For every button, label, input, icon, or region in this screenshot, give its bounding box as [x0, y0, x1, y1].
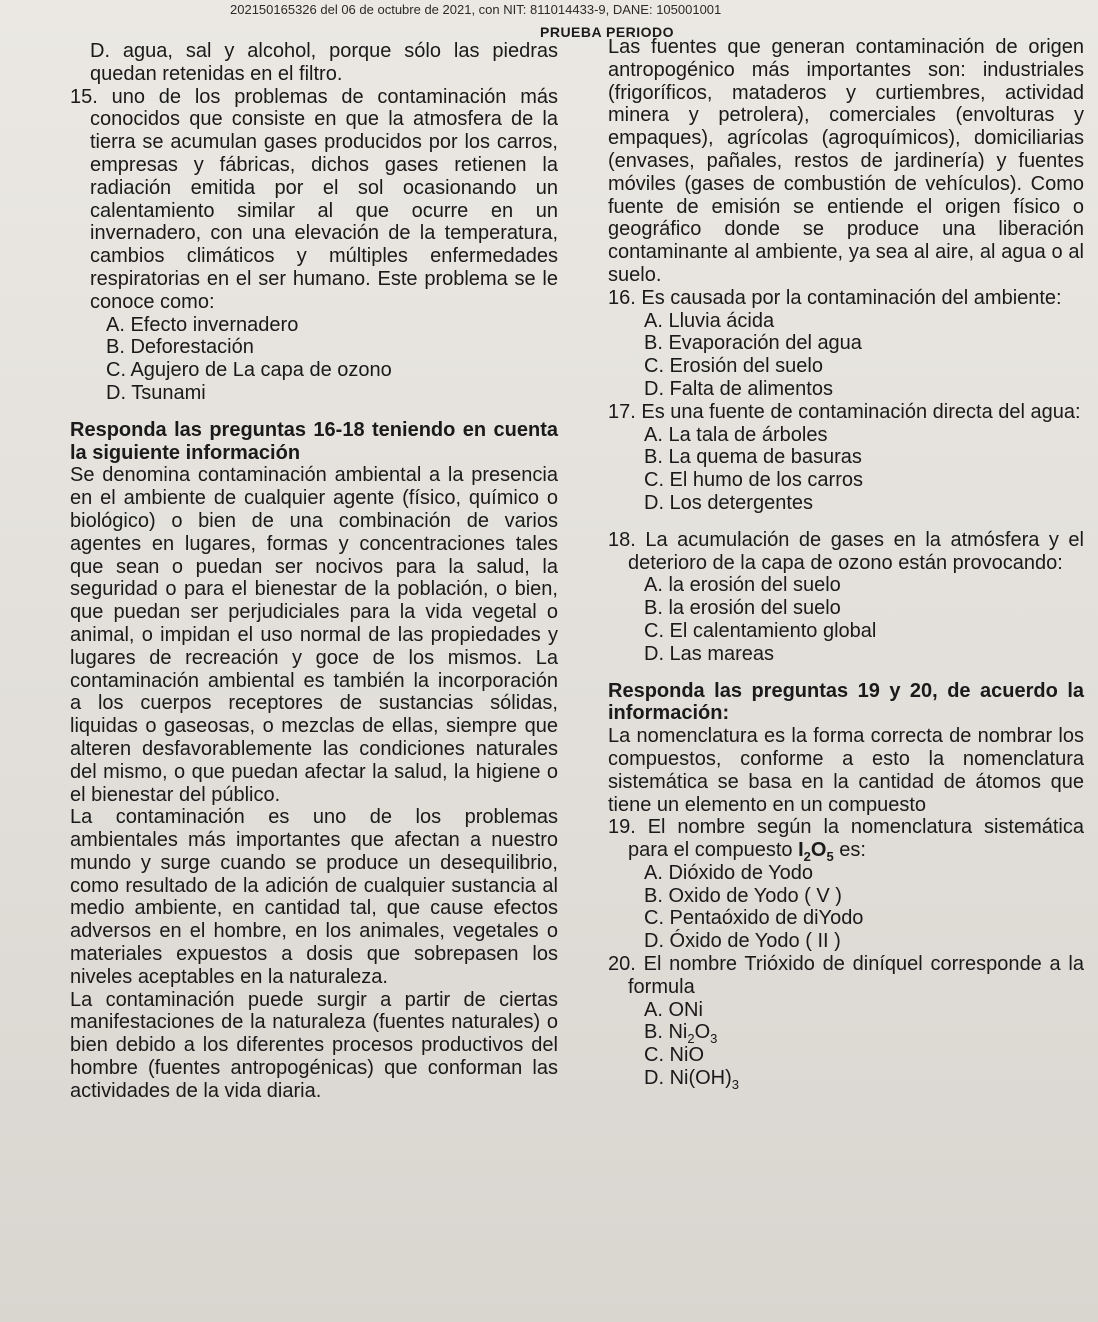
q16-option-b: B. Evaporación del agua — [644, 332, 862, 355]
question-16 — [608, 287, 1084, 401]
question-20 — [608, 953, 1084, 1093]
q19-formula: $I_2O_5$ — [798, 839, 834, 865]
q18-option-b: B. la erosión del suelo — [644, 597, 841, 620]
question-18 — [608, 529, 1084, 666]
q20-option-a: A. ONi — [644, 998, 703, 1021]
question-19 — [608, 816, 1084, 953]
q15-option-c: C. Agujero de La capa de ozono — [106, 359, 392, 382]
q17-stem: 17. Es una fuente de contaminación directa del agua: — [608, 400, 1081, 423]
q19-option-c: C. Pentaóxido de diYodo — [644, 907, 864, 930]
info-paragraph-1: Se denomina contaminación ambiental a la presencia en el ambiente de cualquier agente (físico, químico o biológico) o bien de una combinación de varios agentes en lugares, formas y concentraciones tales que sean o puedan ser nocivos para la salud, la seguridad o para el bienestar de la población, o bien, que puedan ser perjudiciales para la vida vegetal o animal, o impidan el uso normal de las propiedades y lugares de recreación y goce de los mismos. La contaminación ambiental es también la incorporación a los cuerpos receptores de sustancias sólidas, liquidas o gaseosas, o mezclas de ellas, siempre que alteren desfavorablemente las condiciones naturales del mismo, o que puedan afectar la salud, la higiene o el bienestar del público. — [70, 464, 558, 806]
q17-option-c: C. El humo de los carros — [644, 469, 863, 492]
exam-title: PRUEBA PERIODO — [540, 24, 675, 40]
q15-option-d: D. Tsunami — [106, 381, 206, 404]
q19-stem-after: es: — [833, 839, 866, 862]
q19-option-a: A. Dióxido de Yodo — [644, 861, 814, 884]
q19-stem — [608, 816, 1084, 865]
q16-stem: 16. Es causada por la contaminación del ambiente: — [608, 286, 1062, 309]
q16-option-d: D. Falta de alimentos — [644, 377, 833, 400]
left-column — [70, 40, 558, 1103]
q15-option-a: A. Efecto invernadero — [106, 313, 299, 336]
q17-option-b: B. La quema de basuras — [644, 446, 862, 469]
q19-option-d: D. Óxido de Yodo ( II ) — [644, 930, 841, 953]
question-15 — [70, 86, 558, 405]
q15-option-b: B. Deforestación — [106, 336, 254, 359]
q16-option-c: C. Erosión del suelo — [644, 355, 823, 378]
q20-option-d: D. $Ni(OH)_3$ — [644, 1067, 740, 1093]
sources-paragraph: Las fuentes que generan contaminación de origen antropogénico más importantes son: industriales (frigoríficos, mataderos y curtiembres, actividad minera y petrolera), comerciales (envolturas y empaques), agrícolas (agroquímicos), domiciliarias (envases, pañales, restos de jardinería) y fuentes móviles (gases de combustión de vehículos). Como fuente de emisión se entiende el origen físico o geográfico donde se produce una liberación contaminante al ambiente, ya sea al aire, al agua o al suelo. — [608, 36, 1084, 286]
q18-stem: 18. La acumulación de gases en la atmósfera y el deterioro de la capa de ozono están provocando: — [608, 528, 1084, 574]
question-17 — [608, 401, 1084, 515]
q20-option-b: B. $Ni_2O_3$ — [644, 1021, 718, 1047]
q20-stem: 20. El nombre Trióxido de diníquel corresponde a la formula — [608, 953, 1084, 998]
q15-stem: 15. uno de los problemas de contaminación más conocidos que consiste en que la atmosfera de la tierra se acumulan gases producidos por los carros, empresas y fábricas, dichos gases retienen la radiación emitida por el sol ocasionando un calentamiento similar al que ocurre en un invernadero, con una elevación de la temperatura, cambios climáticos y múltiples enfermedades respiratorias en el ser humano. Este problema se le conoce como: — [70, 85, 558, 313]
q18-option-d: D. Las mareas — [644, 642, 775, 665]
q19-stem-before: 19. El nombre según la nomenclatura sistemática para el compuesto — [608, 816, 1084, 862]
info-paragraph-3: La contaminación puede surgir a partir de ciertas manifestaciones de la naturaleza (fuentes naturales) o bien debido a los diferentes procesos productivos del hombre (fuentes antropogénicas) que conforman las actividades de la vida diaria. — [70, 988, 558, 1102]
registration-header: 202150165326 del 06 de octubre de 2021, con NIT: 811014433-9, DANE: 105001001 — [230, 2, 722, 17]
q20-option-c: C. NiO — [644, 1044, 704, 1067]
right-column — [608, 36, 1084, 1093]
q14-option-d: D. agua, sal y alcohol, porque sólo las piedras quedan retenidas en el filtro. — [90, 40, 558, 85]
q18-option-c: C. El calentamiento global — [644, 619, 877, 642]
q17-option-d: D. Los detergentes — [644, 491, 813, 514]
q16-option-a: A. Lluvia ácida — [644, 309, 775, 332]
info-paragraph-2: La contaminación es uno de los problemas ambientales más importantes que afectan a nuestro mundo y surge cuando se produce un desequilibrio, como resultado de la adición de cualquier sustancia al medio ambiente, en cantidad tal, que cause efectos adversos en el hombre, en los animales, vegetales o materiales expuestos a dosis que sobrepasen los niveles aceptables en la naturaleza. — [70, 806, 558, 988]
nomenclature-info: La nomenclatura es la forma correcta de nombrar los compuestos, conforme a esto la nomenclatura sistemática se basa en la cantidad de átomos que tiene un elemento en un compuesto — [608, 725, 1084, 816]
section-heading-19-20: Responda las preguntas 19 y 20, de acuerdo la información: — [608, 679, 1084, 725]
section-heading-16-18: Responda las preguntas 16-18 teniendo en cuenta la siguiente información — [70, 418, 558, 464]
q17-option-a: A. La tala de árboles — [644, 423, 828, 446]
q19-option-b: B. Oxido de Yodo ( V ) — [644, 884, 842, 907]
q18-option-a: A. la erosión del suelo — [644, 574, 841, 597]
